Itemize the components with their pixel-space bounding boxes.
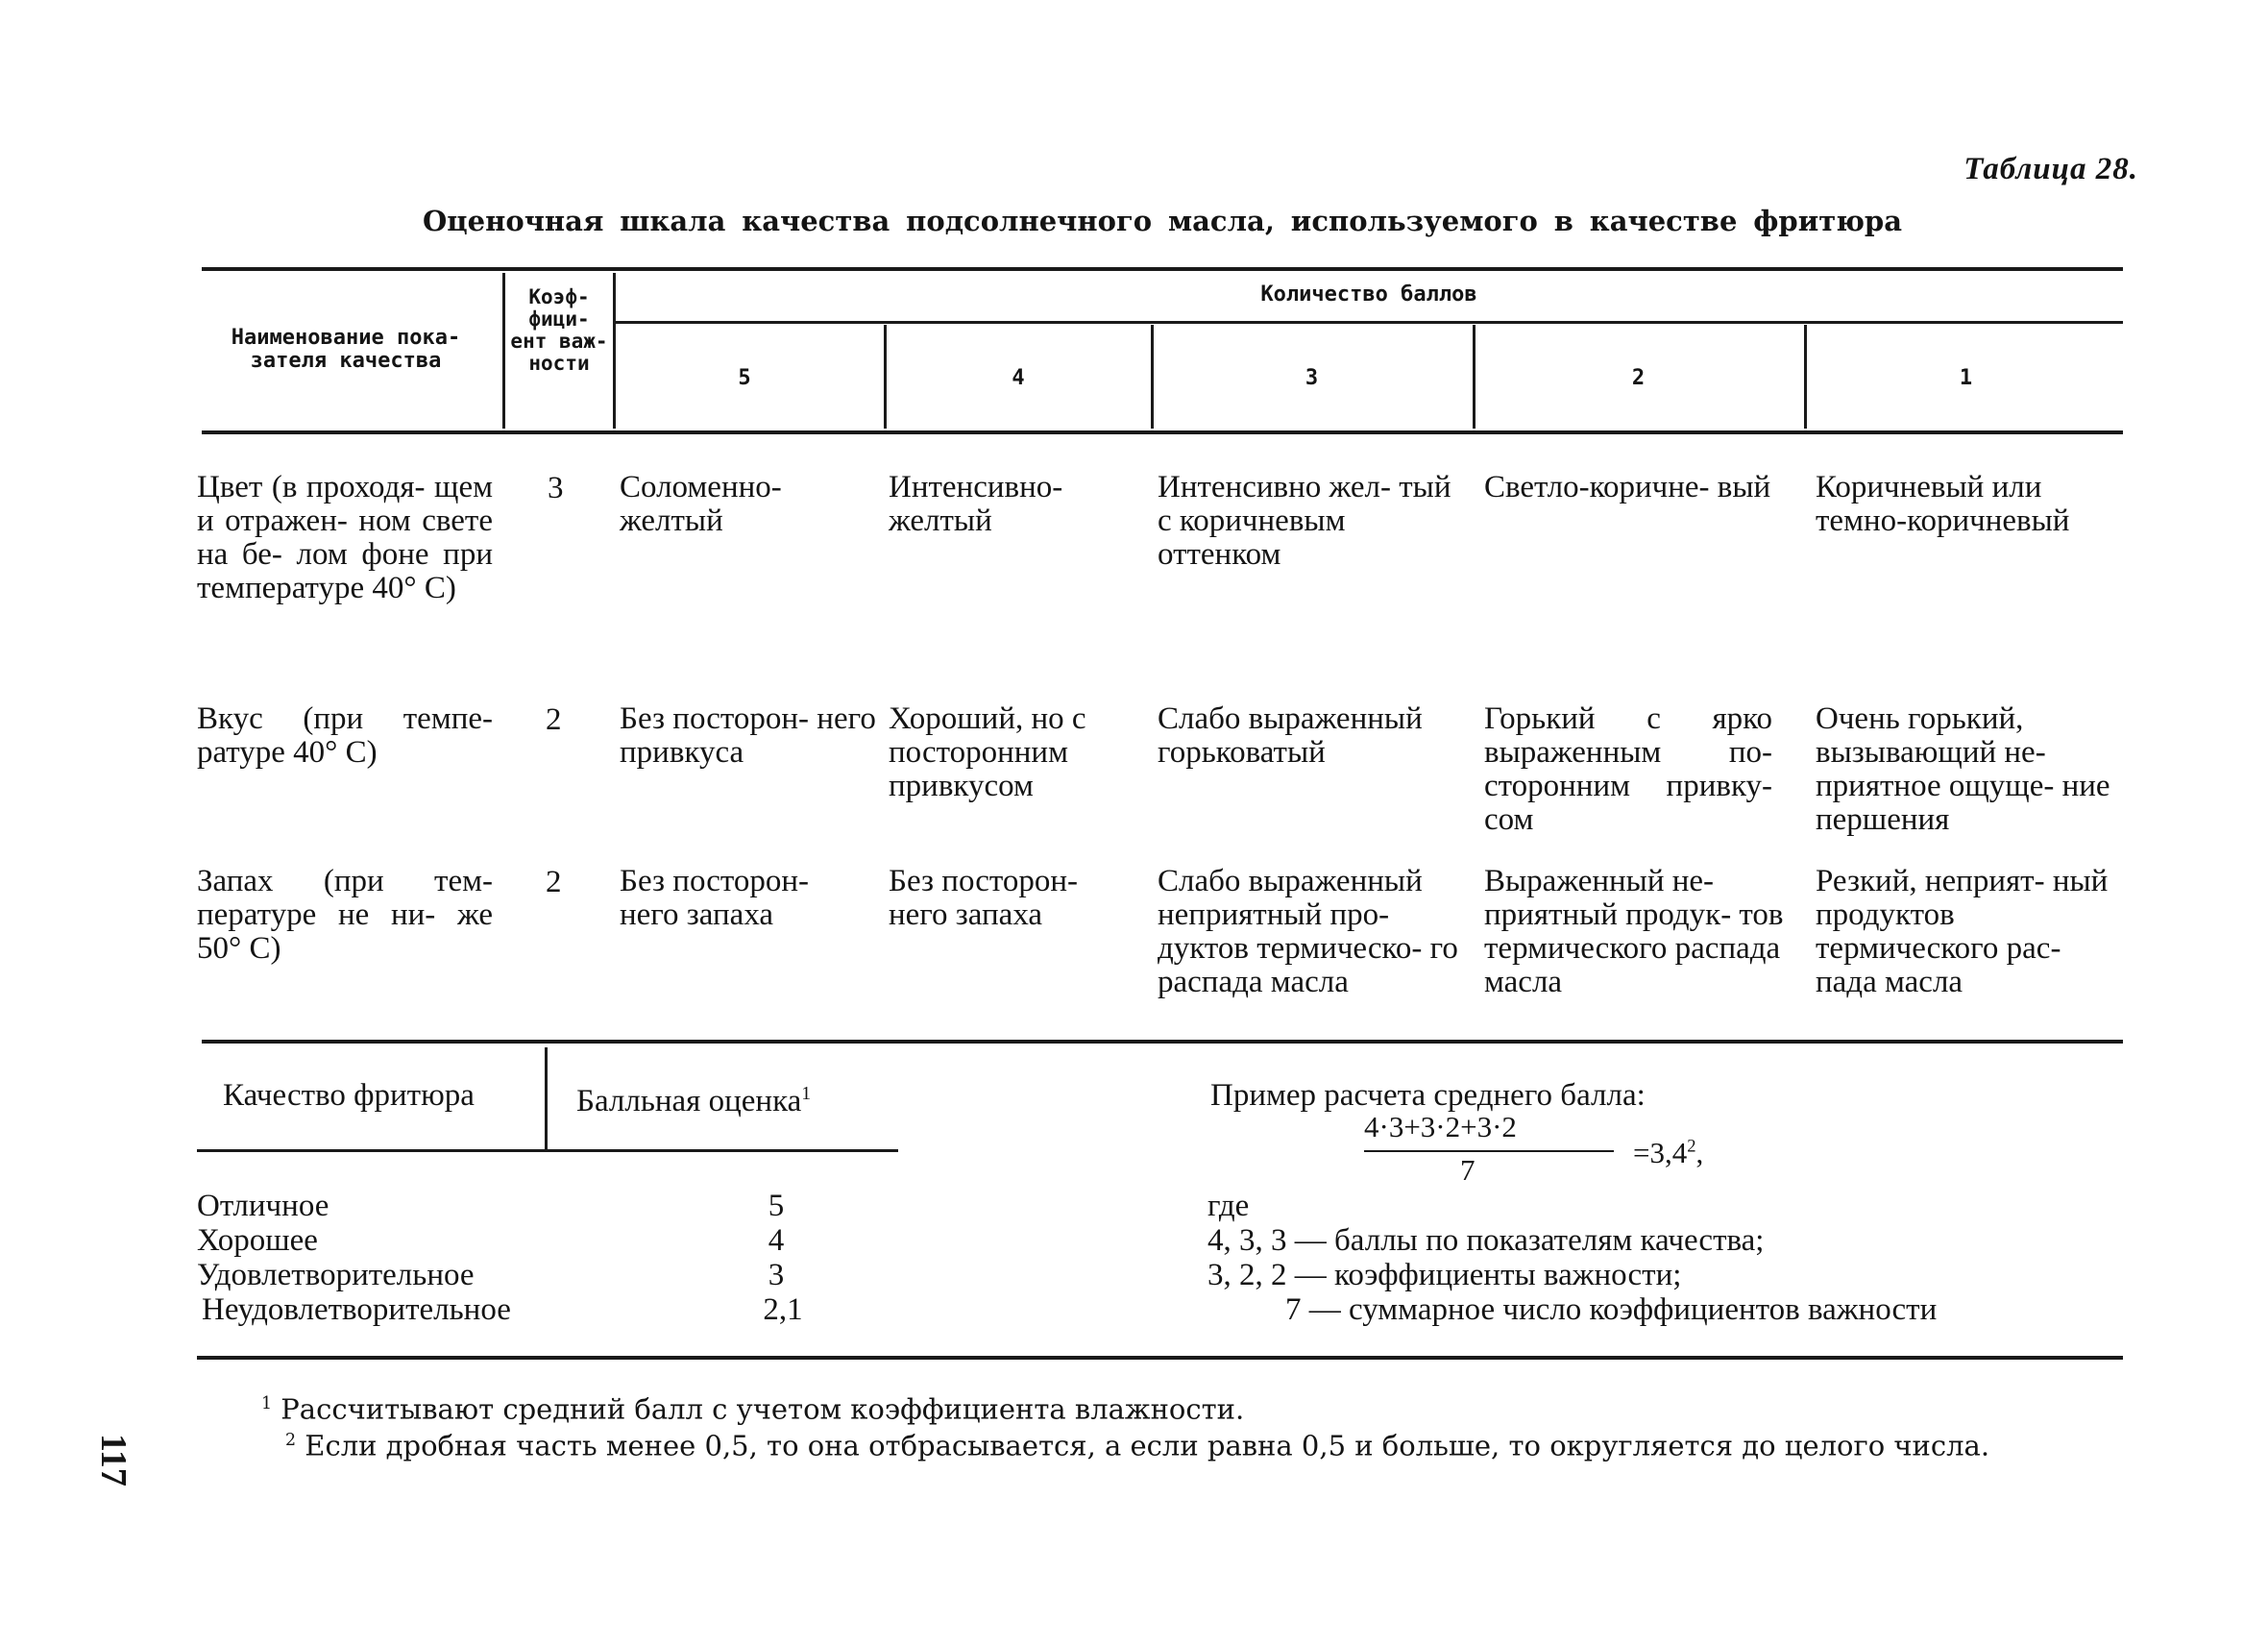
rule-scores-under — [615, 321, 2123, 324]
example-result-value: =3,4 — [1633, 1136, 1688, 1169]
footnote-1-text: Рассчитывают средний балл с учетом коэффициента влажности. — [280, 1392, 1245, 1426]
rule-v-score-3 — [1151, 325, 1154, 429]
row-color-coefficient: 3 — [548, 471, 564, 505]
footnote-1 — [261, 1387, 1244, 1427]
footnote-2 — [197, 1423, 2128, 1463]
row-color-score-5: Соломенно- желтый — [620, 470, 782, 538]
row-taste-score-2: Горький с ярко выраженным по- сторонним привку- сом — [1484, 701, 1772, 837]
row-taste-score-5: Без посторон- него привкуса — [620, 701, 876, 770]
row-taste-score-4: Хороший, но с посторонним привкусом — [889, 701, 1086, 803]
rule-top — [202, 267, 2123, 271]
row-smell-coefficient: 2 — [546, 865, 562, 899]
quality-label-satisfactory: Удовлетворительное — [197, 1258, 475, 1292]
rule-header-bottom — [202, 430, 2123, 434]
header-indicator: Наименование пока- зателя качества — [231, 326, 461, 373]
quality-score-good: 4 — [768, 1223, 785, 1258]
footnote-2-text: Если дробная часть менее 0,5, то она отбрасывается, а если равна 0,5 и больше, то округляется до целого числа. — [305, 1429, 1990, 1462]
example-result — [1633, 1136, 1703, 1170]
quality-label-unsatisfactory: Неудовлетворительное — [202, 1292, 511, 1327]
row-taste-indicator: Вкус (при темпе- ратуре 40° С) — [197, 701, 493, 770]
quality-header-label: Качество фритюра — [223, 1078, 475, 1113]
header-score-5: 5 — [738, 366, 751, 390]
rule-v-score-2 — [1473, 325, 1475, 429]
table-title: Оценочная шкала качества подсолнечного масла, используемого в качестве фритюра — [423, 205, 1902, 237]
rule-v-score-4 — [884, 325, 887, 429]
table-number: Таблица 28. — [1963, 152, 2138, 186]
page-number: 117 — [93, 1434, 134, 1486]
example-heading: Пример расчета среднего балла: — [1210, 1078, 1646, 1113]
quality-header-score-text: Балльная оценка — [576, 1084, 802, 1118]
quality-score-unsatisfactory: 2,1 — [763, 1292, 803, 1327]
quality-header-score — [576, 1076, 811, 1118]
header-score-2: 2 — [1631, 366, 1646, 390]
example-fraction-bar — [1364, 1150, 1614, 1152]
example-numerator: 4·3+3·2+3·2 — [1364, 1110, 1517, 1143]
header-score-4: 4 — [1012, 366, 1025, 390]
quality-header-score-sup: 1 — [801, 1083, 812, 1104]
row-smell-score-4: Без посторон- него запаха — [889, 864, 1079, 932]
row-smell-score-2: Выраженный не- приятный продук- тов термического распада масла — [1484, 864, 1784, 999]
row-taste-coefficient: 2 — [546, 702, 562, 737]
example-line-scores: 4, 3, 3 — баллы по показателям качества; — [1207, 1223, 1765, 1258]
row-color-score-1: Коричневый или темно-коричневый — [1816, 470, 2070, 538]
rule-v-score-1 — [1804, 325, 1807, 429]
quality-label-good: Хорошее — [197, 1223, 318, 1258]
row-color-score-2: Светло-коричне- вый — [1484, 470, 1771, 504]
row-color-score-4: Интенсивно- желтый — [889, 470, 1063, 538]
footnote-2-mark: 2 — [285, 1431, 297, 1450]
example-result-tail: , — [1695, 1136, 1704, 1169]
header-score-3: 3 — [1305, 366, 1319, 390]
quality-score-excellent: 5 — [768, 1189, 785, 1223]
row-color-indicator: Цвет (в проходя- щем и отражен- ном свете на бе- лом фоне при температуре 40° С) — [197, 470, 493, 605]
example-line-sum: 7 — суммарное число коэффициентов важности — [1285, 1292, 1938, 1327]
rule-v-coef-left — [502, 273, 505, 429]
example-denominator: 7 — [1460, 1153, 1475, 1187]
example-where: где — [1207, 1189, 1250, 1223]
row-smell-score-3: Слабо выраженный неприятный про- дуктов термическо- го распада масла — [1158, 864, 1458, 999]
row-smell-score-5: Без посторон- него запаха — [620, 864, 810, 932]
rule-lower-top — [202, 1040, 2123, 1044]
header-score-1: 1 — [1959, 366, 1973, 390]
quality-label-excellent: Отличное — [197, 1189, 329, 1223]
row-color-score-3: Интенсивно жел- тый с коричневым оттенком — [1158, 470, 1451, 572]
row-taste-score-3: Слабо выраженный горьковатый — [1158, 701, 1423, 770]
footnote-1-mark: 1 — [261, 1394, 273, 1413]
example-result-sup: 2 — [1687, 1136, 1696, 1157]
header-scores-group: Количество баллов — [1260, 283, 1477, 307]
rule-lower-bottom — [197, 1356, 2123, 1360]
rule-quality-header — [197, 1149, 898, 1152]
row-smell-indicator: Запах (при тем- пературе не ни- же 50° С) — [197, 864, 493, 966]
example-line-coefficients: 3, 2, 2 — коэффициенты важности; — [1207, 1258, 1682, 1292]
rule-quality-divider — [545, 1047, 548, 1151]
quality-score-satisfactory: 3 — [768, 1258, 785, 1292]
header-coefficient: Коэф- фици- ент важ- ности — [510, 285, 608, 375]
row-smell-score-1: Резкий, неприят- ный продуктов термического рас- пада масла — [1816, 864, 2109, 999]
row-taste-score-1: Очень горький, вызывающий не- приятное ощуще- ние першения — [1816, 701, 2110, 837]
